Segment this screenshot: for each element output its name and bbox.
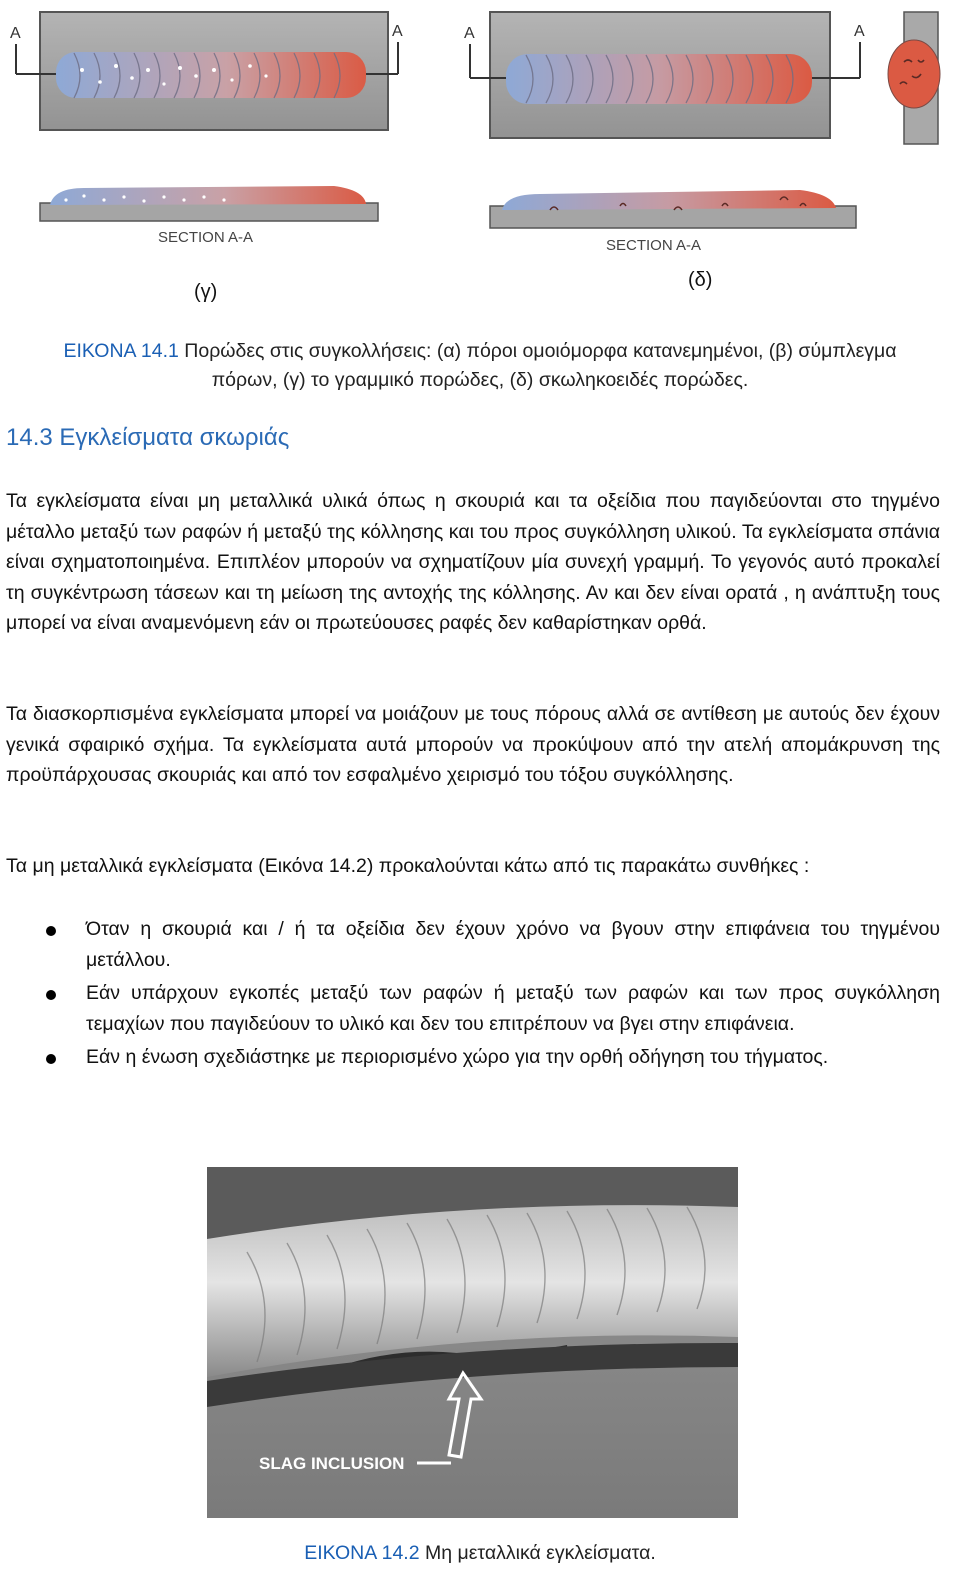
bullet-icon: [46, 990, 56, 1000]
section-label-delta: SECTION A-A: [606, 237, 702, 254]
caption-text-line1: Πορώδες στις συγκολλήσεις: (α) πόροι ομοιόμορφα κατανεμημένοι, (β) σύμπλεγμα: [178, 340, 897, 362]
paragraph-3: Τα μη μεταλλικά εγκλείσματα (Εικόνα 14.2) προκαλούνται κάτω από τις παρακάτω συνθήκες :: [6, 855, 810, 877]
section-marker-left: A: [10, 25, 21, 42]
caption2-text: Μη μεταλλικά εγκλείσματα.: [419, 1542, 656, 1564]
conditions-list: [40, 914, 940, 1076]
section-label-gamma: SECTION A-A: [158, 229, 254, 246]
panel-label-delta: (δ): [688, 269, 713, 291]
caption-text-line2: πόρων, (γ) το γραμμικό πορώδες, (δ) σκωληκοειδές πορώδες.: [211, 369, 749, 391]
list-item: Εάν υπάρχουν εγκοπές μεταξύ των ραφών ή μεταξύ των ραφών και των προς συγκόλληση τεμαχίων που παγιδεύουν το υλικό και δεν του επιτρέπουν να βγει στην επιφάνεια.: [40, 978, 940, 1039]
list-item: Εάν η ένωση σχεδιάστηκε με περιορισμένο χώρο για την ορθή οδήγηση του τήγματος.: [40, 1042, 940, 1073]
figure-gamma-linear-porosity: [4, 0, 412, 262]
caption-number: ΕΙΚΟΝΑ 14.1: [63, 340, 179, 362]
slag-inclusion-label: SLAG INCLUSION: [259, 1454, 405, 1473]
figure-caption-14-1: [0, 337, 960, 395]
panel-label-gamma: (γ): [194, 281, 218, 303]
slag-inclusion-photo: [207, 1167, 738, 1518]
section-marker-right-delta: A: [854, 23, 865, 40]
caption2-number: ΕΙΚΟΝΑ 14.2: [304, 1542, 420, 1564]
figure-caption-14-2: [0, 1539, 960, 1568]
bullet-icon: [46, 1054, 56, 1064]
list-item: Όταν η σκουριά και / ή τα οξείδια δεν έχουν χρόνο να βγουν στην επιφάνεια του τηγμένου μετάλλου.: [40, 914, 940, 975]
paragraph-1: Τα εγκλείσματα είναι μη μεταλλικά υλικά όπως η σκουριά και τα οξείδια που παγιδεύονται στο τηγμένο μέταλλο μεταξύ των ραφών ή μεταξύ της κόλλησης και του προς συγκόλληση υλικού. Τα εγκλείσματα σπάνια είναι σχηματοποιημένα. Επιπλέον μπορούν να σχηματίζουν μία συνεχή γραμμή. Το γεγονός αυτό προκαλεί τη συγκέντρωση τάσεων και τη μείωση της αντοχής της κόλλησης. Αν και δεν είναι ορατά , η ανάπτυξη τους μπορεί να είναι αναμενόμενη εάν οι πρωτεύουσες ραφές δεν καθαρίστηκαν ορθά.: [6, 490, 940, 634]
section-marker-right: A: [392, 23, 403, 40]
figure-delta-wormhole-porosity: [460, 0, 944, 266]
section-marker-left-delta: A: [464, 25, 475, 42]
bullet-icon: [46, 926, 56, 936]
paragraph-2: Τα διασκορπισμένα εγκλείσματα μπορεί να μοιάζουν με τους πόρους αλλά σε αντίθεση με αυτούς δεν έχουν γενικά σφαιρικό σχήμα. Τα εγκλείσματα αυτά μπορούν να προκύψουν από την ατελή απομάκρυνση της προϋπάρχουσας σκουριάς και από τον εσφαλμένο χειρισμό του τόξου συγκόλλησης.: [6, 703, 940, 786]
section-heading: 14.3 Εγκλείσματα σκωριάς: [6, 424, 290, 451]
